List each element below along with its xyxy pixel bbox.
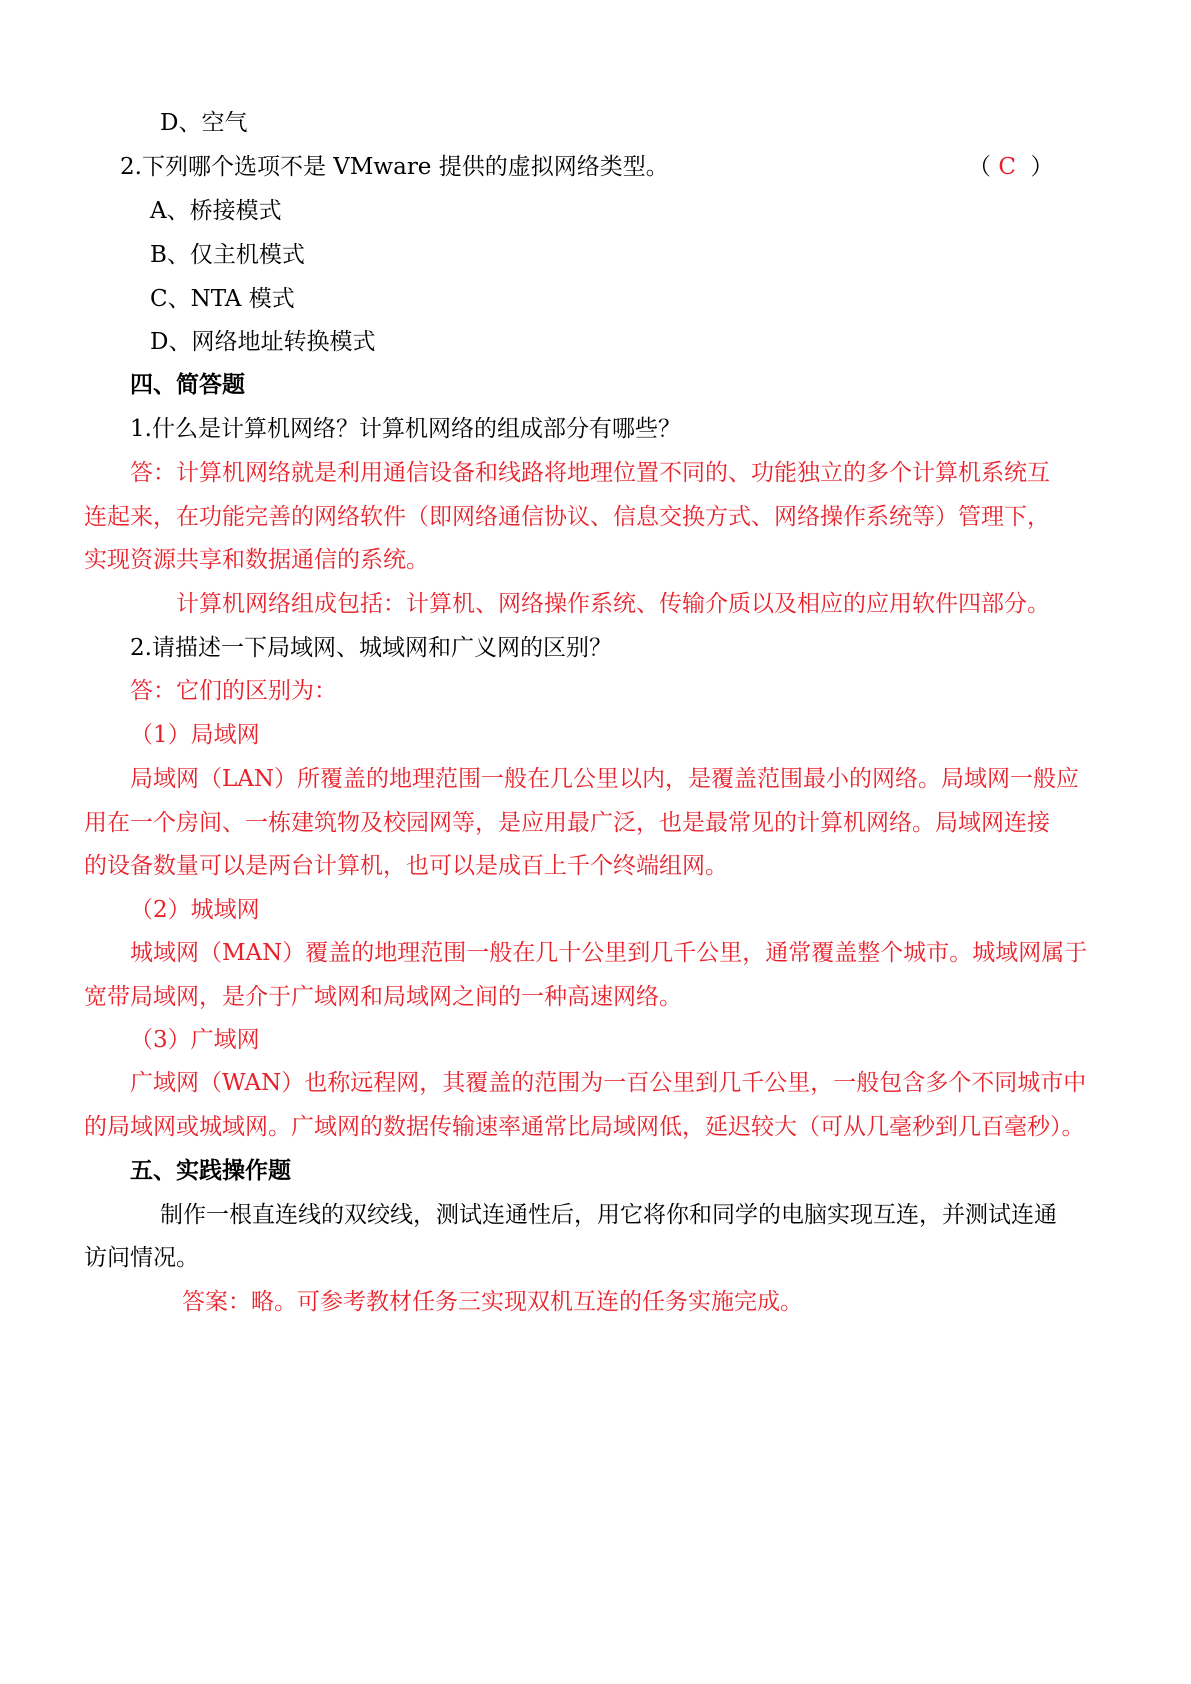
practice-task-line-2: 访问情况。 [84, 1245, 199, 1271]
wan-text-line-1: 广域网（WAN）也称远程网，其覆盖的范围为一百公里到几千公里，一般包含多个不同城市中 [130, 1070, 1087, 1096]
q2-answer-bracket [968, 152, 1054, 182]
man-label: （2）城域网 [130, 897, 260, 923]
sa-q1-answer-line-2: 连起来，在功能完善的网络软件（即网络通信协议、信息交换方式、网络操作系统等）管理下， [84, 504, 1050, 530]
wan-label: （3）广域网 [130, 1027, 260, 1053]
wan-text-line-2: 的局域网或城域网。广域网的数据传输速率通常比局域网低，延迟较大（可从几毫秒到几百毫秒）。 [84, 1114, 1085, 1140]
sa-q2-answer-intro: 答：它们的区别为： [130, 678, 337, 704]
lan-text-line-2: 用在一个房间、一栋建筑物及校园网等，是应用最广泛，也是最常见的计算机网络。局域网连接 [84, 810, 1050, 836]
lan-text-line-3: 的设备数量可以是两台计算机，也可以是成百上千个终端组网。 [84, 853, 728, 879]
section4-heading: 四、简答题 [130, 371, 245, 398]
q2-option-b: B、仅主机模式 [150, 242, 305, 268]
bracket-close: ） [1030, 154, 1054, 180]
sa-q1-answer-line-3: 实现资源共享和数据通信的系统。 [84, 547, 429, 573]
q2-answer: C [998, 154, 1016, 180]
q2-option-c: C、NTA 模式 [150, 286, 295, 312]
practice-task-line-1: 制作一根直连线的双绞线，测试连通性后，用它将你和同学的电脑实现互连，并测试连通 [160, 1202, 1057, 1228]
practice-answer: 答案：略。可参考教材任务三实现双机互连的任务实施完成。 [182, 1289, 803, 1315]
man-text-line-1: 城域网（MAN）覆盖的地理范围一般在几十公里到几千公里，通常覆盖整个城市。城域网属于 [130, 940, 1088, 966]
sa-q1-answer-line-1: 答：计算机网络就是利用通信设备和线路将地理位置不同的、功能独立的多个计算机系统互 [130, 460, 1050, 486]
bracket-open: （ [968, 154, 991, 180]
man-text-line-2: 宽带局域网，是介于广域网和局域网之间的一种高速网络。 [84, 984, 682, 1010]
q2-option-d: D、网络地址转换模式 [150, 329, 376, 355]
q1-option-d: D、空气 [160, 110, 248, 136]
section5-heading: 五、实践操作题 [130, 1157, 291, 1184]
lan-label: （1）局域网 [130, 722, 260, 748]
q2-question: 2.下列哪个选项不是 VMware 提供的虚拟网络类型。 [120, 154, 669, 180]
sa-q2-question: 2.请描述一下局域网、城域网和广义网的区别？ [130, 635, 612, 661]
lan-text-line-1: 局域网（LAN）所覆盖的地理范围一般在几公里以内，是覆盖范围最小的网络。局域网一般应 [130, 766, 1080, 792]
sa-q1-components: 计算机网络组成包括：计算机、网络操作系统、传输介质以及相应的应用软件四部分。 [176, 591, 1050, 617]
q2-option-a: A、桥接模式 [150, 198, 282, 224]
sa-q1-question: 1.什么是计算机网络？计算机网络的组成部分有哪些？ [130, 416, 681, 442]
